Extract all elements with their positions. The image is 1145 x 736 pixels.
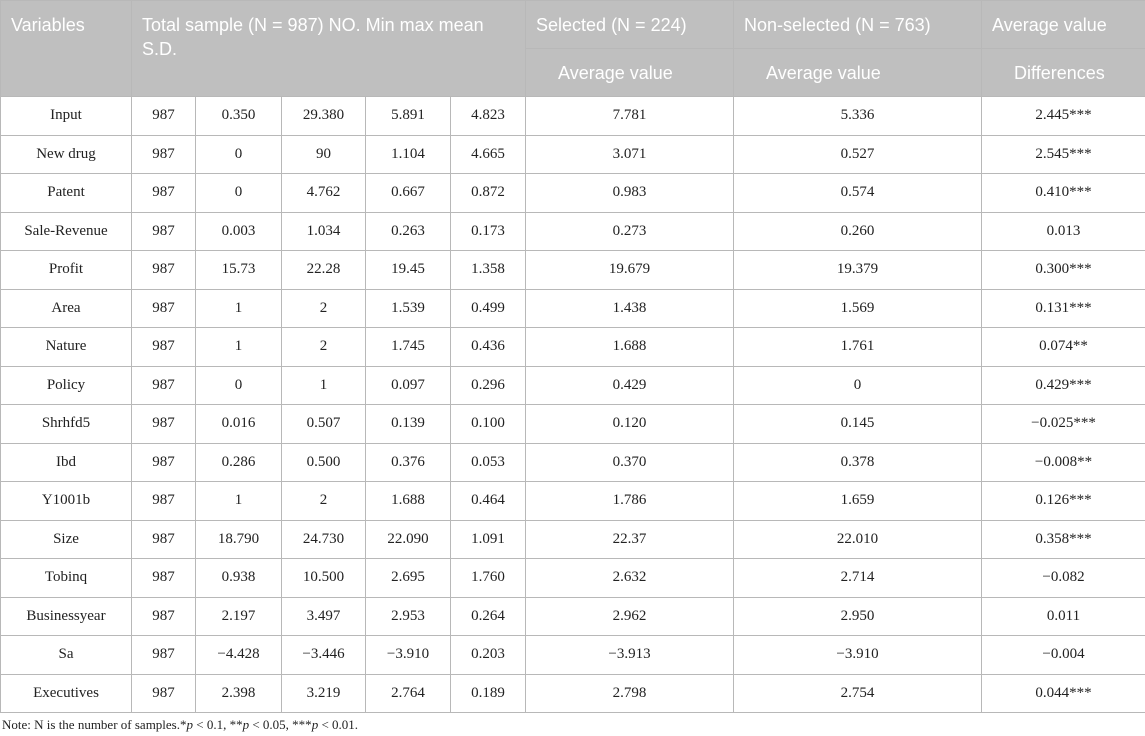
table-note <box>2 717 358 733</box>
cell-selected: 0.983 <box>526 174 734 213</box>
table-row <box>1 674 1145 713</box>
cell-mean: 2.764 <box>366 674 451 713</box>
cell-selected: 0.370 <box>526 443 734 482</box>
subheader-selected-average: Average value <box>526 49 734 97</box>
cell-min: 2.197 <box>196 597 282 636</box>
cell-no: 987 <box>132 212 196 251</box>
note-p2: p <box>242 717 250 732</box>
cell-no: 987 <box>132 174 196 213</box>
cell-mean: 1.104 <box>366 135 451 174</box>
cell-variable: Ibd <box>1 443 132 482</box>
cell-mean: 0.139 <box>366 405 451 444</box>
cell-non-selected: 0.260 <box>734 212 982 251</box>
cell-sd: 0.264 <box>451 597 526 636</box>
cell-min: 0 <box>196 135 282 174</box>
cell-difference: 0.013 <box>982 212 1145 251</box>
table-row <box>1 636 1145 675</box>
note-t1: < 0.1, ** <box>193 717 243 732</box>
cell-difference: −0.082 <box>982 559 1145 598</box>
table-row <box>1 482 1145 521</box>
cell-non-selected: 1.569 <box>734 289 982 328</box>
cell-mean: 1.688 <box>366 482 451 521</box>
cell-non-selected: 19.379 <box>734 251 982 290</box>
cell-mean: 1.539 <box>366 289 451 328</box>
cell-sd: 0.296 <box>451 366 526 405</box>
cell-max: 1.034 <box>282 212 366 251</box>
table-row <box>1 520 1145 559</box>
cell-min: 1 <box>196 482 282 521</box>
cell-difference: 2.545*** <box>982 135 1145 174</box>
cell-selected: 2.798 <box>526 674 734 713</box>
cell-no: 987 <box>132 366 196 405</box>
cell-max: 29.380 <box>282 97 366 136</box>
cell-variable: Policy <box>1 366 132 405</box>
cell-min: −4.428 <box>196 636 282 675</box>
note-t2: < 0.05, *** <box>249 717 312 732</box>
cell-difference: 0.044*** <box>982 674 1145 713</box>
cell-selected: 1.438 <box>526 289 734 328</box>
cell-min: 1 <box>196 328 282 367</box>
cell-max: 0.500 <box>282 443 366 482</box>
cell-no: 987 <box>132 251 196 290</box>
cell-no: 987 <box>132 482 196 521</box>
note-p3: p <box>311 717 319 732</box>
cell-difference: 0.126*** <box>982 482 1145 521</box>
note-prefix: Note: N is the number of samples.* <box>2 717 187 732</box>
cell-no: 987 <box>132 405 196 444</box>
cell-variable: Tobinq <box>1 559 132 598</box>
cell-sd: 0.872 <box>451 174 526 213</box>
table-row <box>1 174 1145 213</box>
cell-min: 0.016 <box>196 405 282 444</box>
cell-variable: Input <box>1 97 132 136</box>
cell-no: 987 <box>132 636 196 675</box>
cell-mean: 0.376 <box>366 443 451 482</box>
table-body <box>1 97 1145 713</box>
cell-sd: 0.053 <box>451 443 526 482</box>
cell-selected: −3.913 <box>526 636 734 675</box>
cell-no: 987 <box>132 328 196 367</box>
cell-no: 987 <box>132 135 196 174</box>
cell-selected: 2.962 <box>526 597 734 636</box>
cell-selected: 22.37 <box>526 520 734 559</box>
cell-difference: 0.429*** <box>982 366 1145 405</box>
cell-variable: New drug <box>1 135 132 174</box>
cell-no: 987 <box>132 674 196 713</box>
cell-sd: 1.760 <box>451 559 526 598</box>
cell-non-selected: 2.950 <box>734 597 982 636</box>
cell-min: 15.73 <box>196 251 282 290</box>
header-selected: Selected (N = 224) <box>526 1 734 49</box>
table-row <box>1 328 1145 367</box>
table-row <box>1 97 1145 136</box>
cell-max: 3.219 <box>282 674 366 713</box>
cell-min: 0 <box>196 366 282 405</box>
cell-non-selected: 0.574 <box>734 174 982 213</box>
cell-no: 987 <box>132 97 196 136</box>
header-non-selected: Non-selected (N = 763) <box>734 1 982 49</box>
cell-non-selected: 2.714 <box>734 559 982 598</box>
cell-selected: 0.120 <box>526 405 734 444</box>
cell-no: 987 <box>132 289 196 328</box>
cell-mean: 5.891 <box>366 97 451 136</box>
cell-mean: −3.910 <box>366 636 451 675</box>
cell-selected: 7.781 <box>526 97 734 136</box>
cell-non-selected: 0.378 <box>734 443 982 482</box>
cell-max: 1 <box>282 366 366 405</box>
cell-difference: −0.004 <box>982 636 1145 675</box>
cell-min: 0.003 <box>196 212 282 251</box>
header-average-value: Average value <box>982 1 1145 49</box>
cell-min: 0 <box>196 174 282 213</box>
cell-selected: 0.273 <box>526 212 734 251</box>
cell-variable: Profit <box>1 251 132 290</box>
cell-difference: 2.445*** <box>982 97 1145 136</box>
cell-non-selected: 0.527 <box>734 135 982 174</box>
cell-max: 10.500 <box>282 559 366 598</box>
cell-variable: Shrhfd5 <box>1 405 132 444</box>
cell-no: 987 <box>132 443 196 482</box>
subheader-differences: Differences <box>982 49 1145 97</box>
cell-selected: 0.429 <box>526 366 734 405</box>
cell-mean: 2.695 <box>366 559 451 598</box>
cell-mean: 0.667 <box>366 174 451 213</box>
cell-no: 987 <box>132 597 196 636</box>
cell-mean: 0.263 <box>366 212 451 251</box>
cell-max: 2 <box>282 328 366 367</box>
cell-variable: Sa <box>1 636 132 675</box>
table-row <box>1 135 1145 174</box>
cell-sd: 4.823 <box>451 97 526 136</box>
cell-sd: 1.091 <box>451 520 526 559</box>
cell-max: 3.497 <box>282 597 366 636</box>
cell-non-selected: 5.336 <box>734 97 982 136</box>
cell-selected: 2.632 <box>526 559 734 598</box>
cell-sd: 0.100 <box>451 405 526 444</box>
table-row <box>1 212 1145 251</box>
cell-sd: 1.358 <box>451 251 526 290</box>
cell-difference: 0.074** <box>982 328 1145 367</box>
cell-variable: Area <box>1 289 132 328</box>
cell-max: 2 <box>282 289 366 328</box>
table-row <box>1 443 1145 482</box>
cell-min: 0.350 <box>196 97 282 136</box>
cell-no: 987 <box>132 520 196 559</box>
cell-non-selected: 2.754 <box>734 674 982 713</box>
cell-non-selected: 22.010 <box>734 520 982 559</box>
cell-no: 987 <box>132 559 196 598</box>
cell-variable: Patent <box>1 174 132 213</box>
cell-selected: 3.071 <box>526 135 734 174</box>
cell-min: 0.938 <box>196 559 282 598</box>
cell-mean: 19.45 <box>366 251 451 290</box>
cell-difference: 0.131*** <box>982 289 1145 328</box>
cell-mean: 0.097 <box>366 366 451 405</box>
cell-difference: 0.011 <box>982 597 1145 636</box>
cell-difference: 0.358*** <box>982 520 1145 559</box>
cell-min: 2.398 <box>196 674 282 713</box>
table-row <box>1 597 1145 636</box>
cell-difference: 0.410*** <box>982 174 1145 213</box>
cell-selected: 1.688 <box>526 328 734 367</box>
cell-variable: Businessyear <box>1 597 132 636</box>
note-t3: < 0.01. <box>318 717 359 732</box>
cell-sd: 0.499 <box>451 289 526 328</box>
cell-selected: 19.679 <box>526 251 734 290</box>
cell-non-selected: −3.910 <box>734 636 982 675</box>
table-row <box>1 405 1145 444</box>
cell-mean: 2.953 <box>366 597 451 636</box>
subheader-non-selected-average: Average value <box>734 49 982 97</box>
cell-difference: −0.025*** <box>982 405 1145 444</box>
cell-max: 2 <box>282 482 366 521</box>
cell-sd: 0.173 <box>451 212 526 251</box>
cell-non-selected: 0 <box>734 366 982 405</box>
cell-variable: Size <box>1 520 132 559</box>
cell-max: 24.730 <box>282 520 366 559</box>
cell-max: 22.28 <box>282 251 366 290</box>
cell-non-selected: 1.761 <box>734 328 982 367</box>
note-p1: p <box>186 717 193 732</box>
cell-difference: −0.008** <box>982 443 1145 482</box>
table-row <box>1 289 1145 328</box>
cell-non-selected: 1.659 <box>734 482 982 521</box>
table-row <box>1 366 1145 405</box>
cell-max: 90 <box>282 135 366 174</box>
cell-mean: 1.745 <box>366 328 451 367</box>
cell-max: −3.446 <box>282 636 366 675</box>
cell-sd: 0.436 <box>451 328 526 367</box>
cell-difference: 0.300*** <box>982 251 1145 290</box>
cell-mean: 22.090 <box>366 520 451 559</box>
table-row <box>1 251 1145 290</box>
cell-sd: 0.203 <box>451 636 526 675</box>
cell-sd: 4.665 <box>451 135 526 174</box>
header-total-sample: Total sample (N = 987) NO. Min max mean S.D. <box>132 1 526 97</box>
cell-max: 0.507 <box>282 405 366 444</box>
cell-variable: Y1001b <box>1 482 132 521</box>
cell-sd: 0.464 <box>451 482 526 521</box>
cell-non-selected: 0.145 <box>734 405 982 444</box>
cell-max: 4.762 <box>282 174 366 213</box>
cell-min: 0.286 <box>196 443 282 482</box>
cell-selected: 1.786 <box>526 482 734 521</box>
cell-variable: Executives <box>1 674 132 713</box>
cell-variable: Nature <box>1 328 132 367</box>
cell-min: 1 <box>196 289 282 328</box>
table-row <box>1 559 1145 598</box>
cell-sd: 0.189 <box>451 674 526 713</box>
cell-min: 18.790 <box>196 520 282 559</box>
header-variables: Variables <box>1 1 132 97</box>
cell-variable: Sale-Revenue <box>1 212 132 251</box>
